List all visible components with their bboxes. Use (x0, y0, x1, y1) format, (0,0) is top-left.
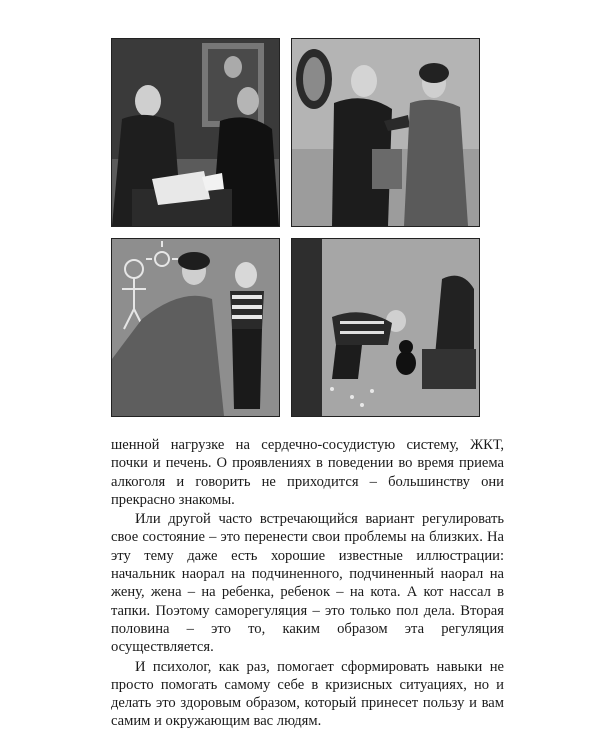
paragraph-1: шенной нагрузке на сердечно-сосудистую систему, ЖКТ, почки и печень. О проявлениях в поведении во время приема алкоголя и говорить не приходится – большинству они прекрасно знакомы. (111, 437, 504, 508)
paragraph-3: И психолог, как раз, помогает сформировать навыки не просто помогать самому себе в кризисных ситуациях, но и делать это здоровым образом, который принесет пользу и вам самим и окружающим вас людям. (111, 658, 504, 730)
body-text (111, 436, 504, 732)
boss-scolds-subordinate-photo (111, 38, 280, 227)
wife-scolds-child-photo (111, 238, 280, 417)
child-scolds-cat-photo (291, 238, 480, 417)
paragraph-2: Или другой часто встречающийся вариант регулировать свое состояние – это перенести свои проблемы на близких. На эту тему даже есть хорошие известные иллюстрации: начальник наорал на подчиненного, подчиненный наорал на жену, жена – на ребенка, ребенок – на кота. А кот нассал в тапки. Поэтому саморегуляция – это только пол дела. Вторая половина – это то, каким образом эта регуляция осуществляется. (111, 511, 504, 656)
subordinate-scolds-wife-photo (291, 38, 480, 227)
